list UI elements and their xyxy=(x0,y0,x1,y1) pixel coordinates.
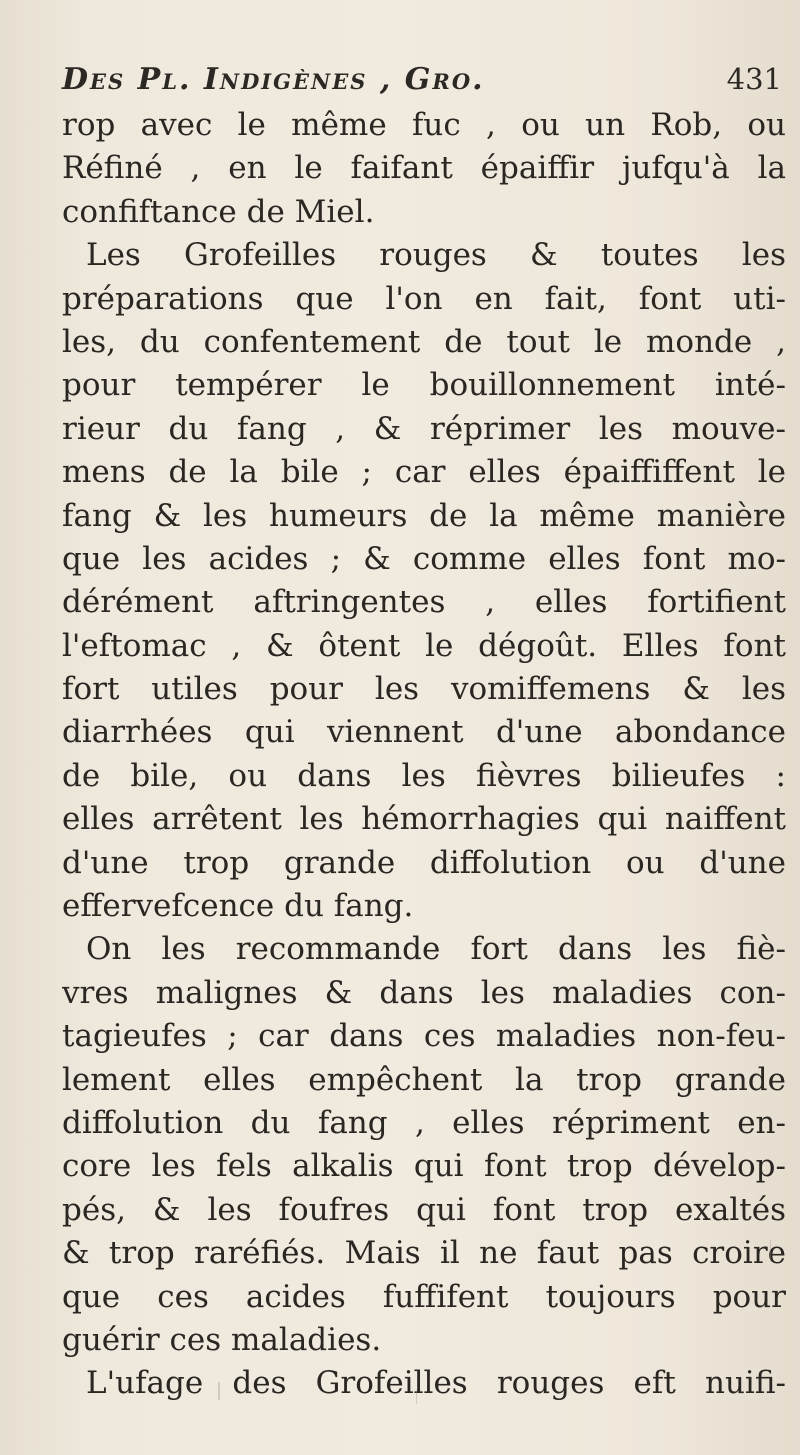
text-line: pés, & les foufres qui font trop exaltés xyxy=(62,1191,786,1228)
text-line: rop avec le même fuc , ou un Rob, ou xyxy=(62,107,786,143)
text-line: fort utiles pour les vomiffemens & les xyxy=(62,671,786,708)
text-line: mens de la bile ; car elles épaiffiffent le xyxy=(62,454,786,491)
text-line: d'une trop grande diffolution ou d'une xyxy=(62,844,786,881)
paper-speck xyxy=(218,1382,220,1400)
text-line: effervefcence du fang. xyxy=(62,888,414,925)
text-line: guérir ces maladies. xyxy=(62,1321,382,1358)
text-line: les, du confentement de tout le monde , xyxy=(62,323,786,360)
text-line: pour tempérer le bouillonnement inté- xyxy=(62,367,786,404)
text-line: confiftance de Miel. xyxy=(62,193,375,230)
text-line: Réfiné , en le faifant épaiffir jufqu'à la xyxy=(62,150,786,187)
text-line: & trop raréfiés. Mais il ne faut pas croire xyxy=(62,1235,786,1272)
text-line: que les acides ; & comme elles font mo- xyxy=(62,540,786,577)
text-line: vres malignes & dans les maladies con- xyxy=(62,974,786,1011)
text-line: L'ufage des Grofeilles rouges eft nuifi- xyxy=(86,1365,786,1402)
text-line: fang & les humeurs de la même manière xyxy=(62,497,786,534)
text-line: diarrhées qui viennent d'une abondance xyxy=(62,714,786,751)
text-line: Les Grofeilles rouges & toutes les xyxy=(86,237,786,274)
page-header xyxy=(62,62,782,106)
paper-speck xyxy=(770,1240,771,1262)
text-line: préparations que l'on en fait, font uti- xyxy=(62,280,786,317)
text-line: l'eftomac , & ôtent le dégoût. Elles font xyxy=(62,627,786,664)
body-text xyxy=(62,104,786,1406)
text-line: core les fels alkalis qui font trop dévelop- xyxy=(62,1148,786,1185)
text-line: de bile, ou dans les fièvres bilieufes : xyxy=(62,757,786,794)
text-line: elles arrêtent les hémorrhagies qui naiffent xyxy=(62,801,786,838)
text-line: que ces acides fuffifent toujours pour xyxy=(62,1278,786,1315)
paper-speck xyxy=(416,1390,417,1404)
text-line: diffolution du fang , elles répriment en- xyxy=(62,1104,786,1141)
page-number: 431 xyxy=(726,62,782,96)
running-head: Des Pl. Indigènes , Gro. xyxy=(62,62,485,97)
text-line: dérément aftringentes , elles fortifient xyxy=(62,584,786,621)
text-line: rieur du fang , & réprimer les mouve- xyxy=(62,410,786,447)
text-line: On les recommande fort dans les fiè- xyxy=(86,931,786,968)
text-line: tagieufes ; car dans ces maladies non-feu- xyxy=(62,1018,786,1055)
text-line: lement elles empêchent la trop grande xyxy=(62,1061,786,1098)
